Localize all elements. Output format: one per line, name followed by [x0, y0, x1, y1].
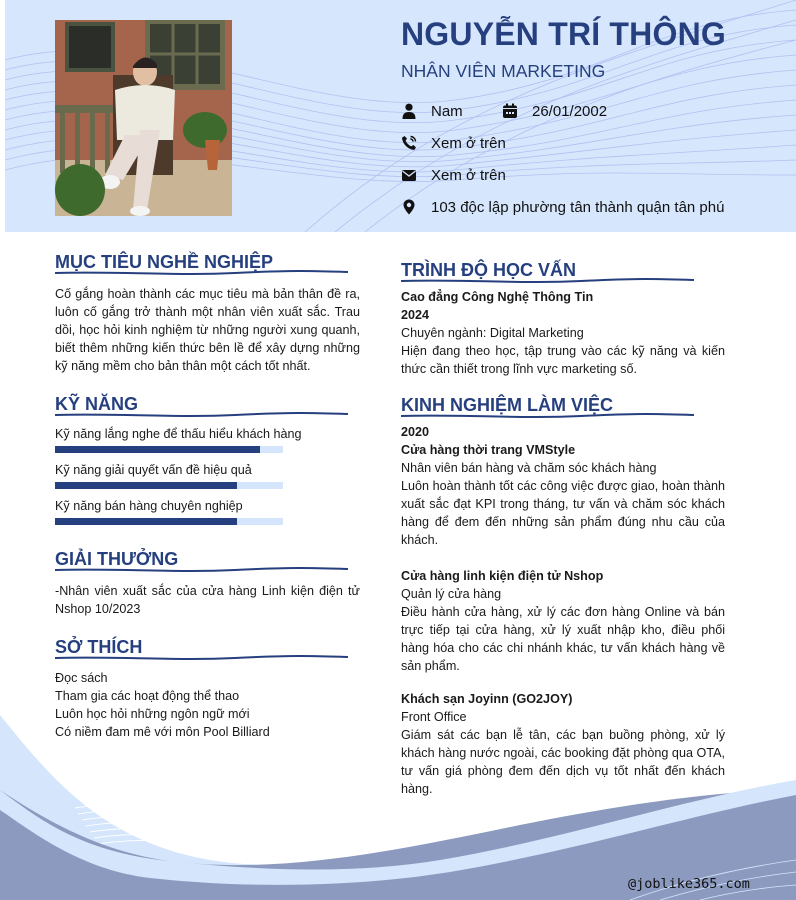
info-email: [401, 165, 506, 185]
envelope-icon: [401, 167, 417, 183]
footer-handle: @joblike365.com: [628, 876, 750, 892]
education-major: Chuyên ngành: Digital Marketing: [401, 326, 584, 340]
experience-item: [401, 441, 725, 549]
skill-bar: [55, 482, 283, 489]
education-school: Cao đẳng Công Nghệ Thông Tin: [401, 290, 594, 304]
experience-company: Khách sạn Joyinn (GO2JOY): [401, 692, 573, 706]
hobby-item: Luôn học hỏi những ngôn ngữ mới: [55, 707, 250, 721]
section-underline: [55, 654, 348, 662]
experience-year: 2020: [401, 425, 430, 439]
skill-bar-fill: [55, 446, 260, 453]
section-title-hobbies: SỞ THÍCH: [55, 637, 143, 657]
info-birthday: [502, 101, 607, 121]
objective-text: Cố gắng hoàn thành các mục tiêu mà bản thân đề ra, luôn cố gắng trở thành một nhân viên xuất sắc. Trau dồi, học hỏi kinh nghiệm từ những người xung quanh, biết thêm những kiến thức bên lề để xây dựng những kỹ năng mềm cho bản thân một cách tốt nhất.: [55, 287, 360, 373]
hobby-item: Có niềm đam mê với môn Pool Billiard: [55, 725, 270, 739]
education-block: [401, 288, 725, 378]
calendar-icon: [502, 103, 518, 119]
info-address: [401, 197, 724, 217]
info-gender: [401, 101, 463, 121]
candidate-name: NGUYỄN TRÍ THÔNG: [401, 16, 726, 52]
experience-role: Front Office: [401, 710, 467, 724]
section-underline: [401, 277, 694, 285]
experience-role: Nhân viên bán hàng và chăm sóc khách hàng: [401, 461, 657, 475]
map-pin-icon: [401, 199, 417, 215]
hobby-item: Đọc sách: [55, 671, 108, 685]
skill-bar: [55, 518, 283, 525]
birthday-value: 26/01/2002: [532, 102, 608, 120]
section-underline: [55, 566, 348, 574]
section-underline: [55, 411, 348, 419]
education-year: 2024: [401, 308, 430, 322]
section-title-objective: MỤC TIÊU NGHỀ NGHIỆP: [55, 252, 274, 272]
experience-description: Giám sát các bạn lễ tân, các bạn buồng phòng, xử lý khách hàng nước ngoài, các booking đặt phòng qua OTA, tư vấn giá phòng đem đến dịch vụ tốt nhất đến khách hàng.: [401, 728, 725, 796]
experience-company: Cửa hàng thời trang VMStyle: [401, 443, 576, 457]
skill-bar-fill: [55, 482, 237, 489]
hobby-item: Tham gia các hoạt động thể thao: [55, 689, 240, 703]
email-value: Xem ở trên: [431, 166, 506, 184]
experience-item: [401, 567, 725, 675]
experience-description: Luôn hoàn thành tốt các công việc được giao, hoàn thành xuất sắc đạt KPI trong tháng, tư vấn và chăm sóc khách hàng để đem đến những sản phẩm đúng nhu cầu của khách.: [401, 479, 725, 547]
experience-item: [401, 690, 725, 798]
info-phone: [401, 133, 506, 153]
phone-icon: [401, 135, 417, 151]
section-title-awards: GIẢI THƯỞNG: [55, 549, 179, 569]
job-title: NHÂN VIÊN MARKETING: [401, 61, 606, 81]
section-underline: [401, 412, 694, 420]
skill-label: Kỹ năng lắng nghe để thấu hiểu khách hàng: [55, 427, 302, 441]
section-title-experience: KINH NGHIỆM LÀM VIỆC: [401, 395, 614, 415]
profile-photo: [55, 20, 232, 216]
skill-bar-fill: [55, 518, 237, 525]
hobbies-list: [55, 669, 360, 741]
section-title-education: TRÌNH ĐỘ HỌC VẤN: [401, 260, 576, 280]
experience-role: Quản lý cửa hàng: [401, 587, 502, 601]
skill-bar: [55, 446, 283, 453]
address-value: 103 độc lập phường tân thành quận tân phú: [431, 198, 725, 216]
user-icon: [401, 103, 417, 119]
experience-description: Điều hành cửa hàng, xử lý các đơn hàng Online và bán trực tiếp tại cửa hàng, xử lý xuất nhập kho, điều phối hàng hóa cho các chi nhánh khác, tư vấn khách hàng về sản phẩm.: [401, 605, 725, 673]
experience-company: Cửa hàng linh kiện điện tử Nshop: [401, 569, 604, 583]
gender-value: Nam: [431, 102, 463, 120]
experience-block: [401, 423, 725, 798]
skill-label: Kỹ năng giải quyết vấn đề hiệu quả: [55, 463, 252, 477]
phone-value: Xem ở trên: [431, 134, 506, 152]
education-description: Hiện đang theo học, tập trung vào các kỹ năng và kiến thức cần thiết trong lĩnh vực marketing số.: [401, 344, 725, 376]
section-title-skills: KỸ NĂNG: [55, 394, 139, 414]
section-underline: [55, 269, 348, 277]
awards-text: -Nhân viên xuất sắc của cửa hàng Linh kiện điện tử Nshop 10/2023: [55, 584, 360, 616]
skill-label: Kỹ năng bán hàng chuyên nghiệp: [55, 499, 243, 513]
